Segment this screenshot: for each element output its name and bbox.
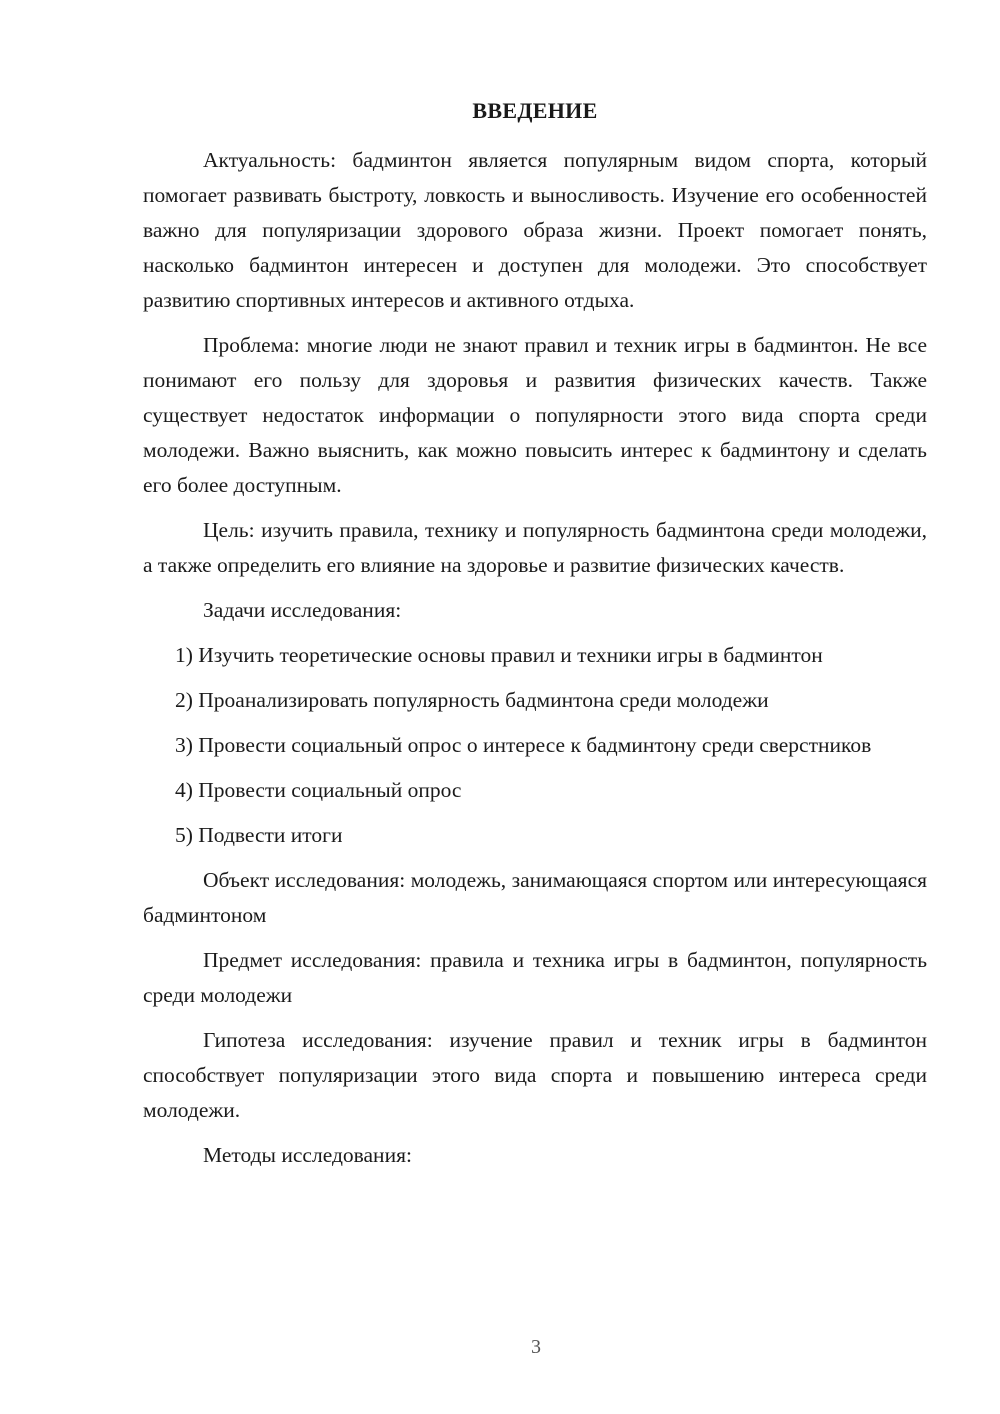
task-item-5: 5) Подвести итоги: [175, 823, 343, 847]
paragraph-hypothesis: Гипотеза исследования: изучение правил и техник игры в бадминтон способствует популяризации этого вида спорта и повышению интереса среди молодежи.: [143, 1028, 927, 1122]
page-number: 3: [531, 1336, 541, 1358]
paragraph-goal: Цель: изучить правила, технику и популярность бадминтона среди молодежи, а также определить его влияние на здоровье и развитие физических качеств.: [143, 518, 927, 577]
paragraph-problem: Проблема: многие люди не знают правил и техник игры в бадминтон. Не все понимают его пользу для здоровья и развития физических качеств. Также существует недостаток информации о популярности этого вида спорта среди молодежи. Важно выяснить, как можно повысить интерес к бадминтону и сделать его более доступным.: [143, 333, 927, 497]
task-item-2: 2) Проанализировать популярность бадминтона среди молодежи: [175, 688, 769, 712]
paragraph-subject: Предмет исследования: правила и техника игры в бадминтон, популярность среди молодежи: [143, 948, 927, 1007]
task-item-3: 3) Провести социальный опрос о интересе к бадминтону среди сверстников: [175, 733, 872, 757]
paragraph-methods: Методы исследования:: [203, 1143, 412, 1167]
document-body: [143, 143, 927, 1183]
paragraph-relevance: Актуальность: бадминтон является популярным видом спорта, который помогает развивать быстроту, ловкость и выносливость. Изучение его особенностей важно для популяризации здорового образа жизни. Проект помогает понять, насколько бадминтон интересен и доступен для молодежи. Это способствует развитию спортивных интересов и активного отдыха.: [143, 148, 927, 312]
page-title: ВВЕДЕНИЕ: [472, 98, 598, 123]
task-item-1: 1) Изучить теоретические основы правил и техники игры в бадминтон: [175, 643, 823, 667]
paragraph-object: Объект исследования: молодежь, занимающаяся спортом или интересующаяся бадминтоном: [143, 868, 927, 927]
paragraph-tasks-heading: Задачи исследования:: [203, 598, 402, 622]
task-item-4: 4) Провести социальный опрос: [175, 778, 462, 802]
